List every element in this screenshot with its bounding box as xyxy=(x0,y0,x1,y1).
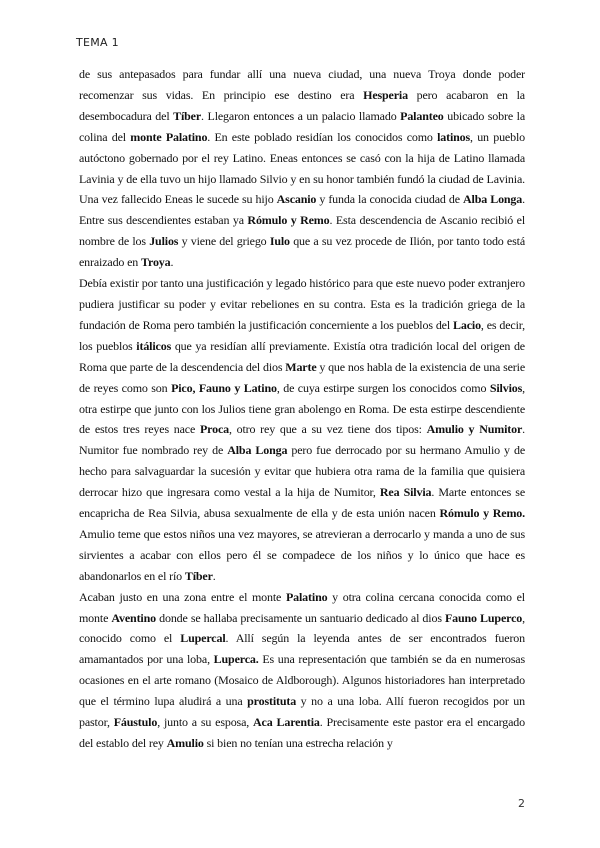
bold-term: Rómulo y Remo xyxy=(247,213,330,228)
bold-term: Aventino xyxy=(111,610,156,625)
bold-term: Luperca. xyxy=(213,652,259,667)
bold-term: Troya xyxy=(141,255,171,270)
text-run: . Precisamente este pastor era el encargado del establo del rey xyxy=(79,715,526,750)
bold-term: Marte xyxy=(285,359,317,374)
bold-term: Tíber xyxy=(173,108,202,123)
bold-term: Pico, Fauno y Latino xyxy=(171,380,277,395)
text-run: que ya residían allí previamente. Existía otra tradición local del origen de Roma que parte de la descendencia del dios xyxy=(79,338,525,374)
bold-term: monte Palatino xyxy=(130,129,208,144)
paragraph xyxy=(79,64,525,273)
text-run: Es una representación que también se da en numerosas ocasiones en el arte romano (Mosaico de Aldborough). Algunos historiadores han interpretado que el término lupa aludirá a una xyxy=(79,652,525,709)
text-run: de sus antepasados para fundar allí una nueva ciudad, una nueva Troya donde poder recomenzar sus vidas. En principio ese destino era xyxy=(79,67,525,102)
paragraph xyxy=(79,587,525,754)
text-run: pero fue derrocado por su hermano Amulio y de hecho para salvaguardar la sucesión y evitar que hubiera otra rama de la familia que quisiera derrocar hizo que ingresara como vestal a la hija de Numitor, xyxy=(79,443,525,500)
text-run: Amulio teme que estos niños una vez mayores, se atrevieran a derrocarlo y manda a uno de sus sirvientes a acabar con ellos pero él se compadece de los niños y lo único que hace es abandonarlos en el río xyxy=(79,526,525,583)
bold-term: Tíber xyxy=(184,568,213,583)
bold-term: Fáustulo xyxy=(113,715,158,730)
page-number: 2 xyxy=(518,797,525,810)
text-run: , otro rey que a su vez tiene dos tipos: xyxy=(228,422,427,437)
text-run: , un pueblo autóctono gobernado por el rey Latino. Eneas entonces se casó con la hija de Latino llamada Lavinia y de ella tuvo un hijo llamado Silvio y en su honor también fundó la ciudad de Lavinia. Una vez fallecido Eneas le sucede su hijo xyxy=(79,129,525,207)
bold-term: Aca Larentia xyxy=(253,715,320,730)
text-run: Debía existir por tanto una justificación y legado histórico para que este nuevo poder extranjero pudiera justificar su poder y evitar rebeliones en su contra. Esta es la tradición griega de la fundación de Roma pero también la justificación concerniente a los pueblos del xyxy=(79,276,525,332)
text-run: , conocido como el xyxy=(79,610,525,646)
text-run: pero acabaron en la desembocadura del xyxy=(79,87,525,123)
bold-term: Palanteo xyxy=(400,108,444,123)
bold-term: Amulio xyxy=(166,736,204,750)
bold-term: Hesperia xyxy=(363,87,408,102)
bold-term: Julios xyxy=(149,234,179,249)
text-run: , de cuya estirpe surgen los conocidos como xyxy=(276,380,490,395)
text-run: . xyxy=(170,255,174,270)
text-run: y no a una loba. Allí fueron recogidos por un pastor, xyxy=(79,694,526,730)
text-run: . Esta descendencia de Ascanio recibió el nombre de los xyxy=(79,213,526,249)
text-run: . Entre sus descendientes estaban ya xyxy=(79,192,525,228)
bold-term: Palatino xyxy=(285,589,328,604)
text-run: . Marte entonces se encapricha de Rea Silvia, abusa sexualmente de ella y de esta unión nacen xyxy=(79,485,525,521)
text-run: . xyxy=(212,568,216,583)
paragraph xyxy=(79,273,525,587)
bold-term: Lacio xyxy=(453,317,481,332)
bold-term: Proca xyxy=(199,422,229,437)
header-title: TEMA 1 xyxy=(76,36,119,49)
text-run: que a su vez procede de Ilión, por tanto todo está enraizado en xyxy=(79,234,525,270)
bold-term: Iulo xyxy=(269,234,290,249)
bold-term: Rea Silvia xyxy=(379,485,432,500)
bold-term: Amulio y Numitor xyxy=(426,422,523,437)
bold-term: itálicos xyxy=(136,338,172,353)
text-run: . En este poblado residían los conocidos como xyxy=(207,129,438,144)
text-run: , otra estirpe que junto con los Julios tiene gran abolengo en Roma. De esta estirpe descendiente de estos tres reyes nace xyxy=(79,380,525,437)
text-run: ubicado sobre la colina del xyxy=(79,108,525,144)
bold-term: Silvios xyxy=(489,380,523,395)
page-header xyxy=(76,36,119,49)
text-run: . Allí según la leyenda antes de ser encontrados fueron amamantados por una loba, xyxy=(79,631,526,667)
bold-term: Alba Longa xyxy=(463,192,523,207)
text-run: . Numitor fue nombrado rey de xyxy=(79,422,525,458)
bold-term: Fauno Luperco xyxy=(444,610,523,625)
text-run: y que nos habla de la existencia de una serie de reyes como son xyxy=(79,359,525,395)
bold-term: Lupercal xyxy=(180,631,226,646)
bold-term: Rómulo y Remo. xyxy=(439,506,526,521)
text-run: y viene del griego xyxy=(178,234,270,249)
text-run: y funda la conocida ciudad de xyxy=(316,192,464,207)
text-run: . Llegaron entonces a un palacio llamado xyxy=(201,108,401,123)
bold-term: latinos xyxy=(437,129,471,144)
text-run: , es decir, los pueblos xyxy=(79,317,525,353)
text-run: , junto a su esposa, xyxy=(157,715,254,730)
bold-term: Alba Longa xyxy=(227,443,288,458)
text-run: si bien no tenían una estrecha relación y xyxy=(203,736,393,750)
bold-term: Ascanio xyxy=(276,192,317,207)
text-run: Acaban justo en una zona entre el monte xyxy=(79,589,286,604)
document-body xyxy=(79,64,525,754)
bold-term: prostituta xyxy=(247,694,297,709)
text-run: y otra colina cercana conocida como el monte xyxy=(79,589,525,625)
text-run: donde se hallaba precisamente un santuario dedicado al dios xyxy=(155,610,445,625)
